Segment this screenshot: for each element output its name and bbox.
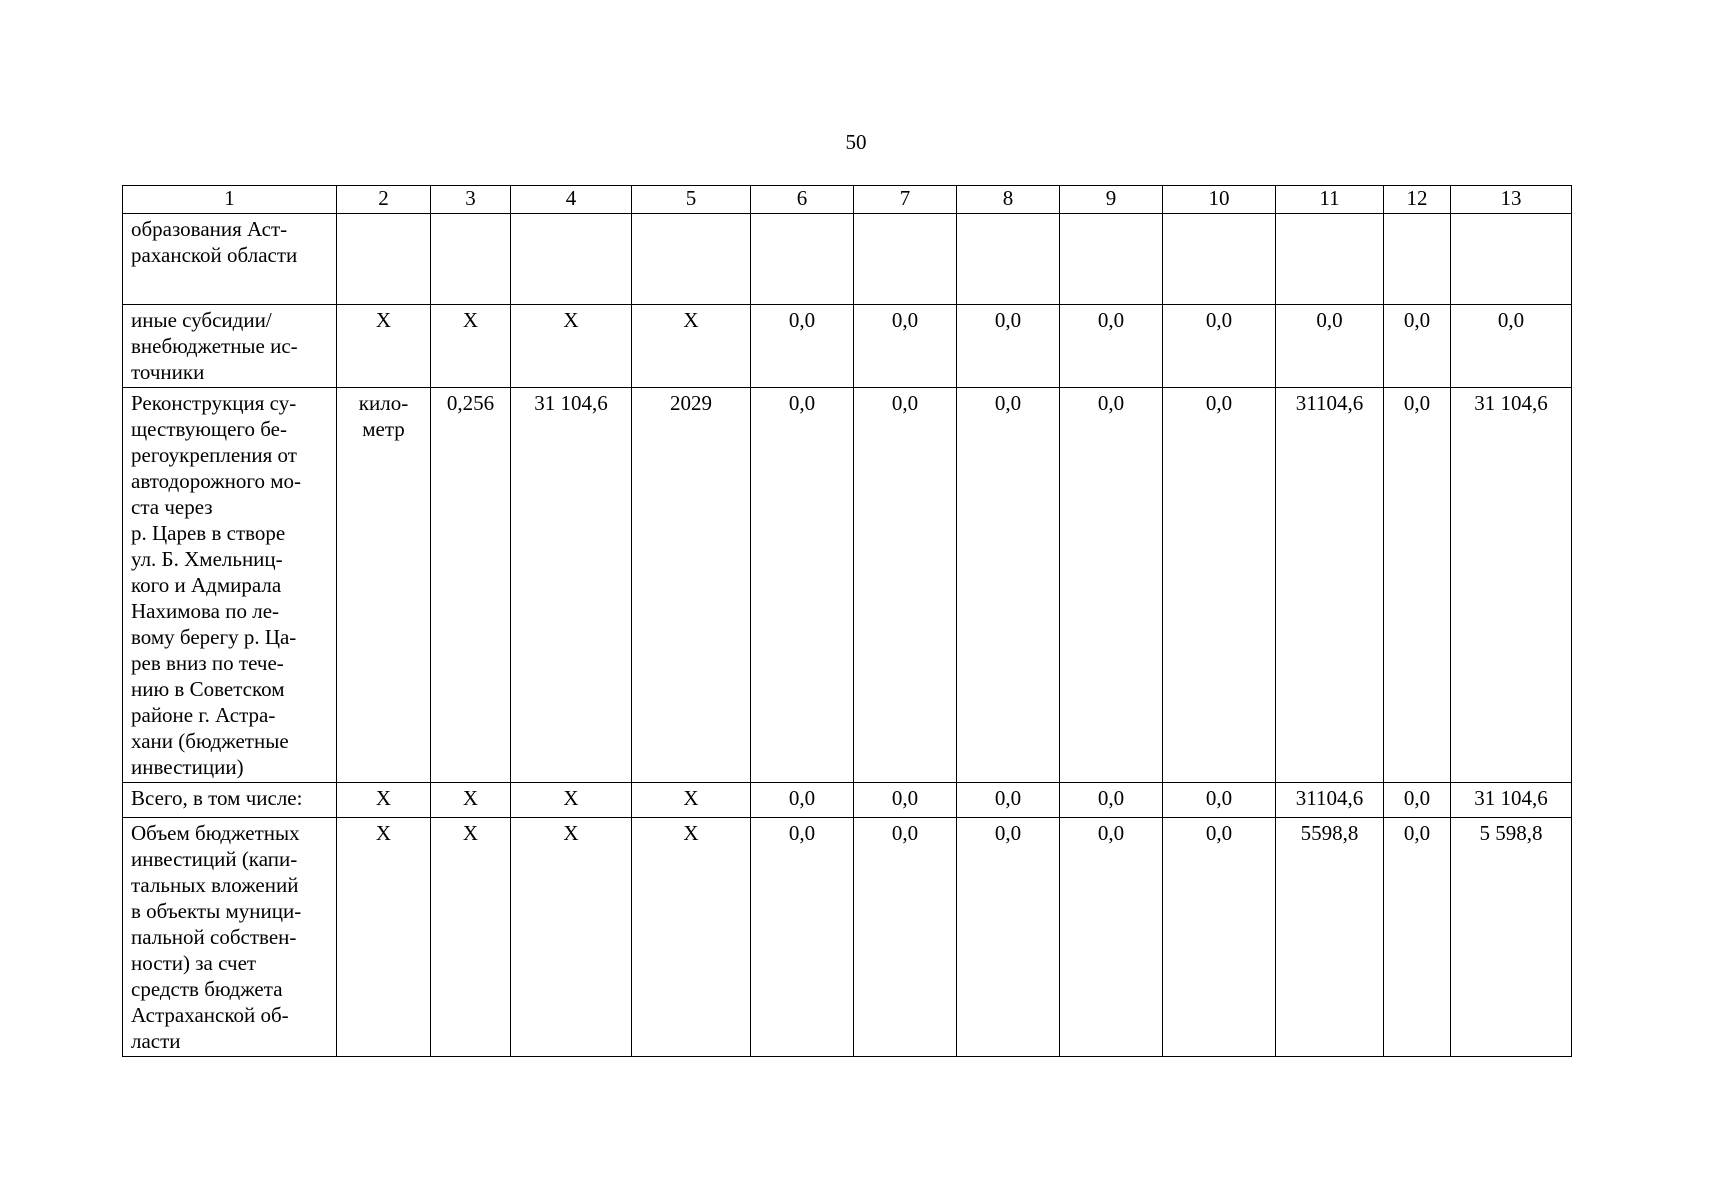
row-label-cell: иные субсидии/ внебюджетные ис- точники bbox=[123, 305, 337, 388]
row-label-cell: Объем бюджетных инвестиций (капи- тальных вложений в объекты муници- пальной собствен- ности) за счет средств бюджета Астраханской об- ласти bbox=[123, 818, 337, 1057]
table-cell: 31 104,6 bbox=[1451, 783, 1572, 818]
table-cell: 31104,6 bbox=[1276, 783, 1384, 818]
table-cell: Х bbox=[431, 783, 511, 818]
table-cell bbox=[337, 214, 431, 305]
table-cell: 0,0 bbox=[751, 818, 854, 1057]
column-header-11: 11 bbox=[1276, 186, 1384, 214]
table-cell: 0,256 bbox=[431, 388, 511, 783]
table-cell: 0,0 bbox=[1060, 818, 1163, 1057]
row-label-cell: Всего, в том числе: bbox=[123, 783, 337, 818]
table-cell: 0,0 bbox=[1163, 388, 1276, 783]
table-cell: 0,0 bbox=[957, 783, 1060, 818]
table-cell: 0,0 bbox=[1384, 388, 1451, 783]
table-cell bbox=[957, 214, 1060, 305]
table-cell bbox=[632, 214, 751, 305]
table-cell: 0,0 bbox=[1276, 305, 1384, 388]
table-cell bbox=[431, 214, 511, 305]
table-cell: 2029 bbox=[632, 388, 751, 783]
table-cell: Х bbox=[337, 783, 431, 818]
column-header-13: 13 bbox=[1451, 186, 1572, 214]
column-header-3: 3 bbox=[431, 186, 511, 214]
table-cell: 0,0 bbox=[957, 388, 1060, 783]
table-row bbox=[123, 783, 1572, 818]
table-cell: 0,0 bbox=[854, 783, 957, 818]
column-header-12: 12 bbox=[1384, 186, 1451, 214]
table-cell: 0,0 bbox=[1060, 783, 1163, 818]
table-cell: Х bbox=[632, 305, 751, 388]
table-cell: Х bbox=[431, 305, 511, 388]
column-header-7: 7 bbox=[854, 186, 957, 214]
table-cell: 0,0 bbox=[1163, 818, 1276, 1057]
table-cell: 0,0 bbox=[751, 305, 854, 388]
table-cell: 0,0 bbox=[1060, 305, 1163, 388]
table-cell bbox=[1451, 214, 1572, 305]
table-row bbox=[123, 305, 1572, 388]
table-cell: Х bbox=[632, 783, 751, 818]
table-cell: 0,0 bbox=[1163, 783, 1276, 818]
table-cell: Х bbox=[511, 818, 632, 1057]
table-cell bbox=[511, 214, 632, 305]
table-cell: 5598,8 bbox=[1276, 818, 1384, 1057]
table-cell bbox=[1384, 214, 1451, 305]
column-header-2: 2 bbox=[337, 186, 431, 214]
table-row bbox=[123, 388, 1572, 783]
table-cell bbox=[751, 214, 854, 305]
table-cell: 31 104,6 bbox=[1451, 388, 1572, 783]
table-cell: 0,0 bbox=[1384, 818, 1451, 1057]
budget-table bbox=[122, 185, 1572, 1057]
table-cell: Х bbox=[337, 305, 431, 388]
table-row bbox=[123, 818, 1572, 1057]
table-cell: 0,0 bbox=[1060, 388, 1163, 783]
column-header-6: 6 bbox=[751, 186, 854, 214]
table-cell: 5 598,8 bbox=[1451, 818, 1572, 1057]
table-cell: 0,0 bbox=[751, 783, 854, 818]
table-cell: 0,0 bbox=[1163, 305, 1276, 388]
page-number: 50 bbox=[845, 130, 867, 154]
table-cell bbox=[1163, 214, 1276, 305]
table-cell bbox=[1276, 214, 1384, 305]
table-row bbox=[123, 214, 1572, 305]
table-cell: Х bbox=[632, 818, 751, 1057]
table-cell: 0,0 bbox=[1384, 783, 1451, 818]
table-cell: Х bbox=[511, 305, 632, 388]
table-cell: 0,0 bbox=[957, 305, 1060, 388]
table-cell: 0,0 bbox=[854, 305, 957, 388]
column-header-8: 8 bbox=[957, 186, 1060, 214]
column-header-4: 4 bbox=[511, 186, 632, 214]
column-header-10: 10 bbox=[1163, 186, 1276, 214]
table-cell: Х bbox=[337, 818, 431, 1057]
table-cell: Х bbox=[511, 783, 632, 818]
column-header-1: 1 bbox=[123, 186, 337, 214]
table-cell bbox=[1060, 214, 1163, 305]
table-cell: 0,0 bbox=[854, 388, 957, 783]
table-cell: 0,0 bbox=[1384, 305, 1451, 388]
table-cell: кило- метр bbox=[337, 388, 431, 783]
header-row bbox=[123, 186, 1572, 214]
column-header-5: 5 bbox=[632, 186, 751, 214]
column-header-9: 9 bbox=[1060, 186, 1163, 214]
table-cell: Х bbox=[431, 818, 511, 1057]
table-cell: 0,0 bbox=[957, 818, 1060, 1057]
table-cell: 0,0 bbox=[1451, 305, 1572, 388]
table-cell: 31 104,6 bbox=[511, 388, 632, 783]
table-cell: 31104,6 bbox=[1276, 388, 1384, 783]
row-label-cell: образования Аст- раханской области bbox=[123, 214, 337, 305]
table-cell bbox=[854, 214, 957, 305]
table-cell: 0,0 bbox=[751, 388, 854, 783]
table-cell: 0,0 bbox=[854, 818, 957, 1057]
row-label-cell: Реконструкция су- ществующего бе- регоукрепления от автодорожного мо- ста через р. Царев в створе ул. Б. Хмельниц- кого и Адмирала Нахимова по ле- вому берегу р. Ца- рев вниз по тече- нию в Советском районе г. Астра- хани (бюджетные инвестиции) bbox=[123, 388, 337, 783]
